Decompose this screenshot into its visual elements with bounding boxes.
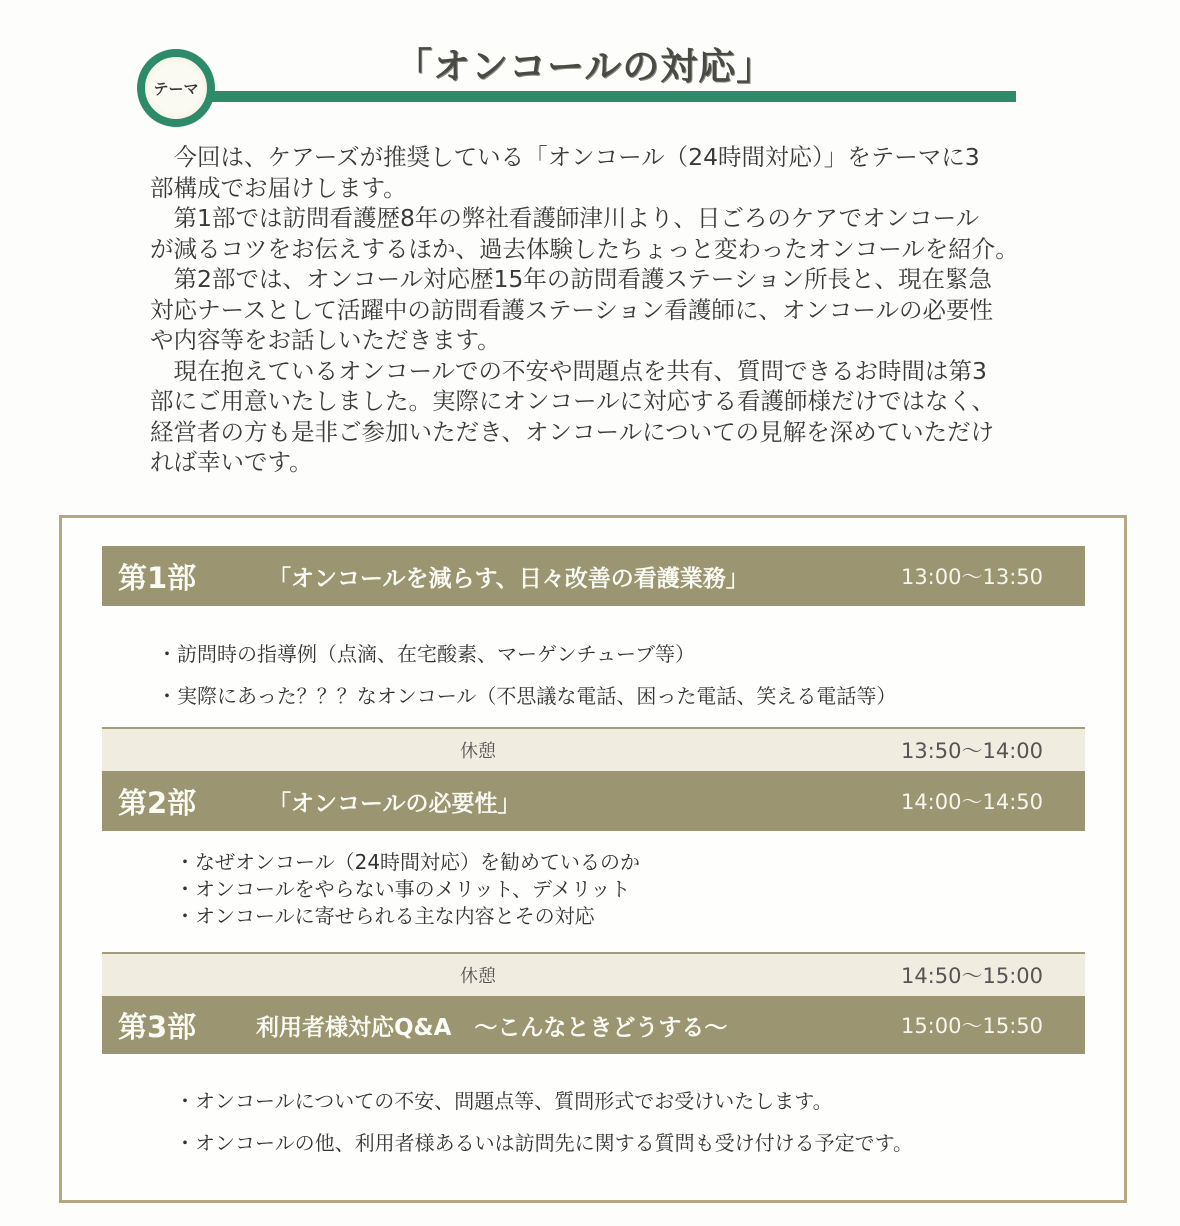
part-1-topics xyxy=(157,633,896,717)
intro-line: 対応ナースとして活躍中の訪問看護ステーション看護師に、オンコールの必要性 xyxy=(150,295,993,324)
part-3-header xyxy=(102,996,1085,1054)
break-2-row xyxy=(102,952,1085,996)
list-item: ・オンコールの他、利用者様あるいは訪問先に関する質問も受け付ける予定です。 xyxy=(175,1131,913,1155)
list-item: ・オンコールに寄せられる主な内容とその対応 xyxy=(175,904,595,928)
intro-line: が減るコツをお伝えするほか、過去体験したちょっと変わったオンコールを紹介。 xyxy=(150,234,1019,263)
part-3-title: 利用者様対応Q&A 〜こんなときどうする〜 xyxy=(256,1014,728,1041)
intro-line: 今回は、ケアーズが推奨している「オンコール（24時間対応）」をテーマに3 xyxy=(150,143,980,171)
part-1-header xyxy=(102,546,1085,606)
intro-line: 第1部では訪問看護歴8年の弊社看護師津川より、日ごろのケアでオンコール xyxy=(150,204,980,232)
part-2-time: 14:00〜14:50 xyxy=(900,790,1043,814)
theme-divider-line xyxy=(205,91,1016,102)
break-1-label: 休憩 xyxy=(460,741,496,762)
part-2-header xyxy=(102,771,1085,831)
intro-line: や内容等をお話しいただきます。 xyxy=(150,326,501,354)
part-1-title: 「オンコールを減らす、日々改善の看護業務」 xyxy=(268,565,749,592)
list-item: ・実際にあった？？？なオンコール（不思議な電話、困った電話、笑える電話等） xyxy=(157,684,897,708)
intro-line: 第2部では、オンコール対応歴15年の訪問看護ステーション所長と、現在緊急 xyxy=(150,265,992,293)
part-3-time: 15:00〜15:50 xyxy=(900,1014,1043,1038)
theme-badge-label: テーマ xyxy=(153,79,199,98)
part-1-time: 13:00〜13:50 xyxy=(900,565,1043,589)
intro-line: 部にご用意いたしました。実際にオンコールに対応する看護師様だけではなく、 xyxy=(150,387,996,415)
list-item: ・訪問時の指導例（点滴、在宅酸素、マーゲンチューブ等） xyxy=(157,642,695,666)
break-2-label: 休憩 xyxy=(460,966,496,987)
part-2-topics xyxy=(175,849,640,930)
page-title: 「オンコールの対応」 xyxy=(395,45,775,88)
intro-line: 現在抱えているオンコールでの不安や問題点を共有、質問できるお時間は第3 xyxy=(150,356,987,385)
list-item: ・なぜオンコール（24時間対応）を勧めているのか xyxy=(175,850,641,874)
intro-line: 経営者の方も是非ご参加いただき、オンコールについての見解を深めていただけ xyxy=(150,417,995,446)
part-1-label: 第1部 xyxy=(118,560,197,595)
list-item: ・オンコールをやらない事のメリット、デメリット xyxy=(175,877,631,901)
part-2-label: 第2部 xyxy=(118,785,197,820)
part-2-title: 「オンコールの必要性」 xyxy=(268,790,521,817)
intro-line: 部構成でお届けします。 xyxy=(150,173,407,202)
break-1-row xyxy=(102,727,1085,771)
intro-line: れば幸いです。 xyxy=(150,448,313,476)
list-item: ・オンコールについての不安、問題点等、質問形式でお受けいたします。 xyxy=(175,1089,833,1113)
intro-text xyxy=(150,142,1090,478)
theme-badge xyxy=(137,49,215,127)
part-3-topics xyxy=(175,1080,913,1164)
break-2-time: 14:50〜15:00 xyxy=(900,964,1043,988)
part-3-label: 第3部 xyxy=(118,1009,197,1044)
break-1-time: 13:50〜14:00 xyxy=(900,739,1043,763)
